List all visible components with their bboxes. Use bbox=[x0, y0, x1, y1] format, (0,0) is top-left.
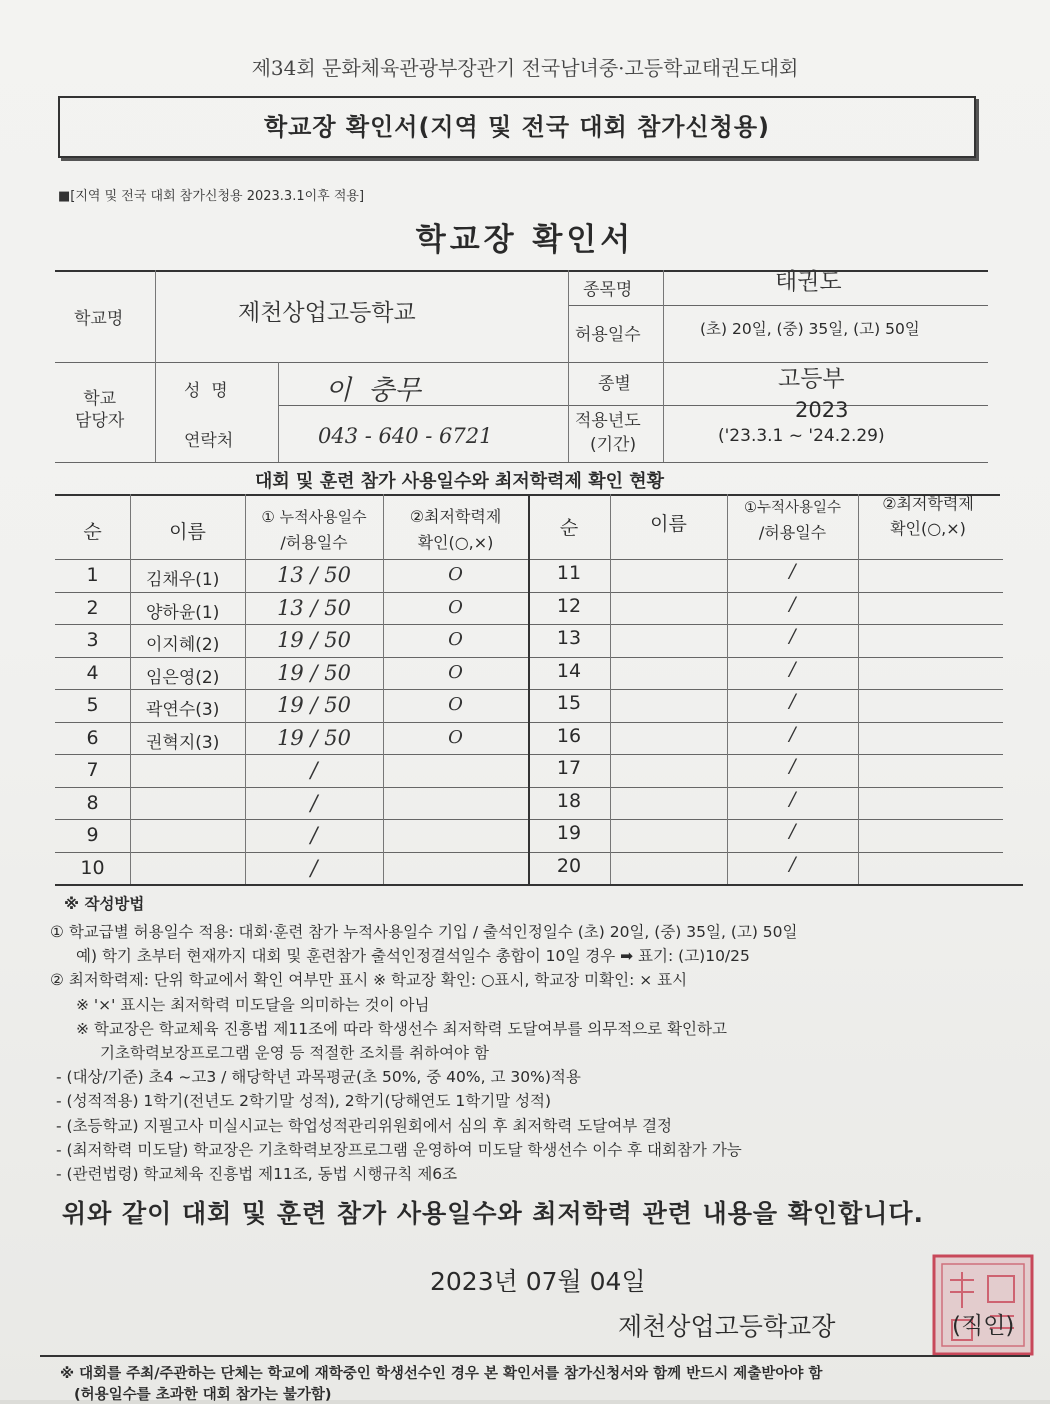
title-box bbox=[58, 96, 976, 158]
min-academic-check: O bbox=[448, 564, 463, 585]
cumulative-days-right: / bbox=[789, 625, 796, 647]
cumulative-days-right: / bbox=[789, 722, 796, 745]
cumulative-days-right: / bbox=[789, 755, 796, 777]
row-no: 2 bbox=[86, 596, 99, 619]
row-no-right: 19 bbox=[556, 822, 582, 844]
min-academic-check: O bbox=[448, 661, 463, 683]
method-line: ② 최저학력제: 단위 학교에서 확인 여부만 표시 ※ 학교장 확인: ○표시, 학교장 미확인: × 표시 bbox=[50, 971, 688, 990]
apply-period-label: (기간) bbox=[590, 435, 637, 455]
cumulative-days: 13 / 50 bbox=[277, 563, 351, 587]
method-heading: ※ 작성방법 bbox=[64, 895, 145, 913]
row-no: 3 bbox=[86, 629, 99, 651]
cumulative-days-right: / bbox=[789, 560, 796, 582]
header-min-2: 확인(○,×) bbox=[417, 533, 494, 552]
row-no-right: 17 bbox=[556, 757, 582, 779]
row-no: 5 bbox=[86, 694, 99, 716]
header-min-right-2: 확인(○,×) bbox=[890, 519, 966, 538]
row-no: 1 bbox=[86, 564, 99, 586]
row-no-right: 20 bbox=[556, 854, 582, 877]
min-academic-check: O bbox=[448, 629, 463, 650]
division-label: 종별 bbox=[598, 374, 631, 394]
student-name: 권혁지(3) bbox=[146, 732, 220, 753]
cumulative-days: / bbox=[310, 823, 318, 847]
header-name-right: 이름 bbox=[650, 513, 687, 535]
header-no-right: 순 bbox=[559, 517, 579, 539]
header-no: 순 bbox=[83, 521, 102, 543]
school-label: 학교명 bbox=[74, 309, 124, 329]
cumulative-days: 19 / 50 bbox=[277, 725, 351, 750]
method-line: - (최저학력 미도달) 학교장은 기초학력보장프로그램 운영하여 미도달 학생선수 이수 후 대회참가 가능 bbox=[56, 1140, 742, 1159]
submission-note-2: (허용일수를 초과한 대회 참가는 불가함) bbox=[74, 1387, 332, 1403]
method-line: ※ 학교장은 학교체육 진흥법 제11조에 따라 학생선수 최저학력 도달여부를 의무적으로 확인하고 bbox=[76, 1019, 727, 1038]
row-no-right: 15 bbox=[556, 692, 582, 714]
student-name: 곽연수(3) bbox=[146, 700, 220, 720]
cumulative-days-right: / bbox=[789, 592, 796, 615]
row-no: 10 bbox=[80, 856, 105, 879]
event-title: 제34회 문화체육관광부장관기 전국남녀중·고등학교태권도대회 bbox=[251, 56, 799, 80]
manager-label: 학교 담당자 bbox=[75, 389, 125, 431]
row-no-right: 18 bbox=[556, 789, 582, 812]
contact-label: 연락처 bbox=[184, 431, 234, 451]
confirmation-statement: 위와 같이 대회 및 훈련 참가 사용일수와 최저학력 관련 내용을 확인합니다. bbox=[62, 1199, 925, 1228]
school-name: 제천상업고등학교 bbox=[238, 300, 416, 326]
sport-label: 종목명 bbox=[583, 280, 633, 300]
apply-period-value: ('23.3.1 ~ '24.2.29) bbox=[718, 426, 885, 446]
allowed-days-label: 허용일수 bbox=[575, 325, 641, 345]
principal-name: 제천상업고등학교장 bbox=[618, 1312, 836, 1341]
status-table-title: 대회 및 훈련 참가 사용일수와 최저학력제 확인 현황 bbox=[255, 471, 665, 492]
sport-value: 태권도 bbox=[775, 269, 842, 295]
submission-note: ※ 대회를 주최/주관하는 단체는 학교에 재학중인 학생선수인 경우 본 확인서를 참가신청서와 함께 반드시 제출받아야 함 bbox=[60, 1366, 823, 1382]
student-name: 이지혜(2) bbox=[146, 635, 220, 655]
apply-year-label: 적용년도 bbox=[575, 411, 641, 431]
min-academic-check: O bbox=[448, 694, 463, 715]
seal-label: (직인) bbox=[952, 1313, 1015, 1339]
document-title: 학교장 확인서 bbox=[415, 222, 635, 258]
division-value: 고등부 bbox=[778, 366, 845, 392]
cumulative-days-right: / bbox=[789, 852, 796, 875]
cumulative-days-right: / bbox=[789, 657, 796, 680]
apply-year-value: 2023 bbox=[795, 398, 849, 422]
confirmation-date: 2023년 07월 04일 bbox=[430, 1267, 646, 1296]
row-no-right: 13 bbox=[556, 627, 582, 649]
cumulative-days-right: / bbox=[789, 690, 796, 712]
row-no-right: 11 bbox=[556, 562, 582, 584]
cumulative-days: 19 / 50 bbox=[277, 693, 351, 717]
cumulative-days: 19 / 50 bbox=[277, 660, 351, 685]
contact-value: 043 - 640 - 6721 bbox=[318, 424, 493, 448]
row-no: 8 bbox=[86, 791, 99, 814]
method-line: 예) 학기 초부터 현재까지 대회 및 훈련참가 출석인정결석일수 총합이 10일 경우 ➡ 표기: (고)10/25 bbox=[76, 947, 750, 966]
method-line: - (초등학교) 지필고사 미실시교는 학업성적관리위원회에서 심의 후 최저학력 도달여부 결정 bbox=[56, 1116, 673, 1135]
cumulative-days: / bbox=[310, 855, 318, 880]
header-days-right-2: /허용일수 bbox=[758, 523, 827, 542]
row-no-right: 16 bbox=[556, 724, 582, 747]
header-name: 이름 bbox=[169, 521, 206, 543]
method-line: - (성적적용) 1학기(전년도 2학기말 성적), 2학기(당해연도 1학기말 성적) bbox=[56, 1092, 552, 1111]
cumulative-days: 13 / 50 bbox=[277, 595, 351, 620]
header-min-right-1: ②최저학력제 bbox=[882, 494, 974, 513]
min-academic-check: O bbox=[448, 726, 463, 748]
method-line: ※ '×' 표시는 최저학력 미도달을 의미하는 것이 아님 bbox=[76, 995, 430, 1014]
name-label: 성 명 bbox=[184, 381, 228, 401]
official-seal-icon bbox=[928, 1250, 1038, 1360]
method-line: ① 학교급별 허용일수 적용: 대회·훈련 참가 누적사용일수 기입 / 출석인정일수 (초) 20일, (중) 35일, (고) 50일 bbox=[50, 923, 798, 941]
allowed-days-value: (초) 20일, (중) 35일, (고) 50일 bbox=[700, 320, 920, 338]
header-days-2: /허용일수 bbox=[280, 533, 348, 552]
student-name: 양하윤(1) bbox=[146, 602, 220, 623]
manager-name: 이 충무 bbox=[325, 375, 421, 406]
student-name: 임은영(2) bbox=[146, 667, 220, 688]
cumulative-days-right: / bbox=[789, 787, 796, 810]
row-no: 4 bbox=[86, 661, 99, 684]
row-no: 7 bbox=[86, 759, 99, 781]
method-line: - (대상/기준) 초4 ~고3 / 해당학년 과목평균(초 50%, 중 40%, 고 30%)적용 bbox=[56, 1068, 581, 1087]
cumulative-days: / bbox=[310, 758, 318, 782]
method-line: - (관련법령) 학교체육 진흥법 제11조, 동법 시행규칙 제6조 bbox=[56, 1165, 458, 1183]
student-name: 김채우(1) bbox=[146, 570, 220, 590]
method-line: 기초학력보장프로그램 운영 등 적절한 조치를 취하여야 함 bbox=[100, 1044, 489, 1062]
header-days-1: ① 누적사용일수 bbox=[261, 508, 367, 526]
cumulative-days: / bbox=[310, 790, 318, 815]
row-no: 9 bbox=[86, 824, 99, 846]
application-note: ■[지역 및 전국 대회 참가신청용 2023.3.1이후 적용] bbox=[58, 189, 365, 204]
row-no: 6 bbox=[86, 726, 99, 749]
row-no-right: 14 bbox=[556, 659, 582, 682]
min-academic-check: O bbox=[448, 596, 463, 618]
cumulative-days: 19 / 50 bbox=[277, 628, 351, 652]
header-min-1: ②최저학력제 bbox=[409, 507, 502, 526]
box-title: 학교장 확인서(지역 및 전국 대회 참가신청용) bbox=[263, 113, 771, 141]
header-days-right-1: ①누적사용일수 bbox=[743, 500, 842, 516]
row-no-right: 12 bbox=[556, 594, 582, 617]
cumulative-days-right: / bbox=[789, 820, 796, 842]
